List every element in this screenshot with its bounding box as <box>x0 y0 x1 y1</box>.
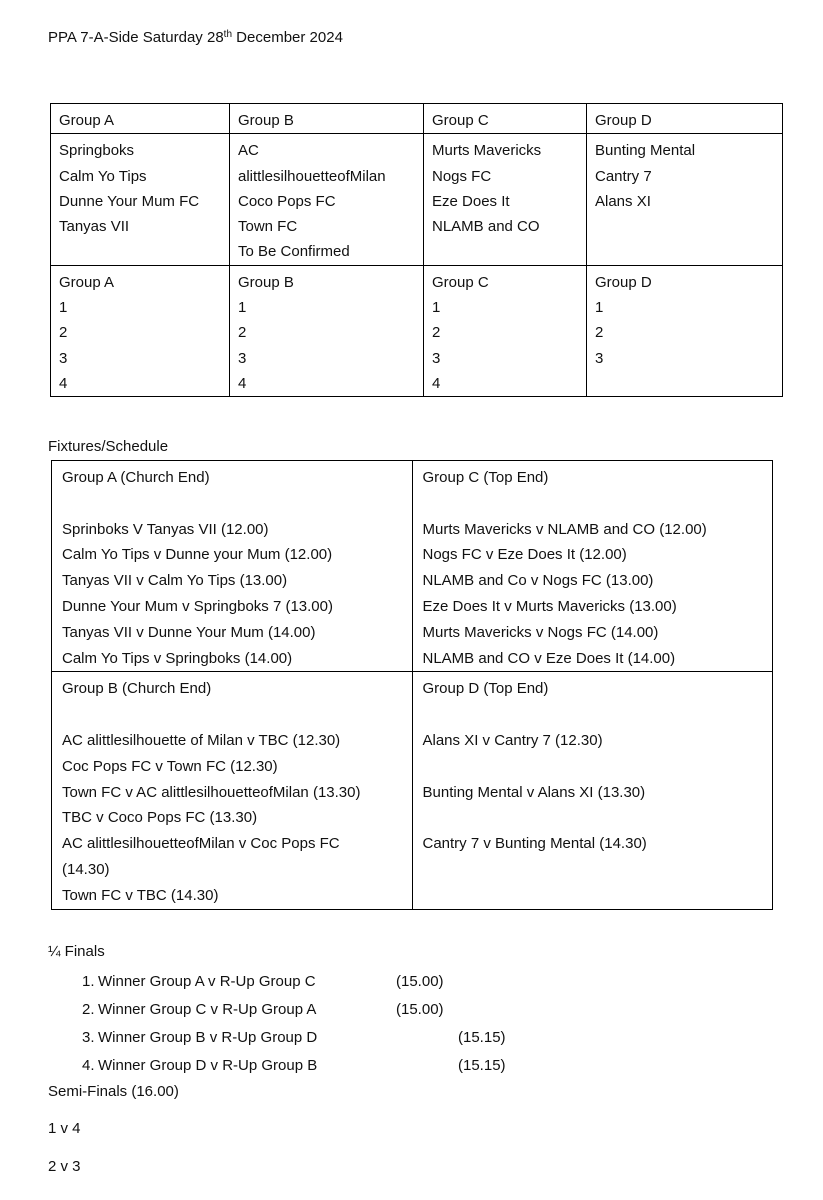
team-name: Coco Pops FC <box>238 192 336 210</box>
fixture-header: Group A (Church End) <box>62 469 210 486</box>
team-name: Eze Does It <box>432 192 510 210</box>
group-b-teams <box>230 134 424 265</box>
fixtures-group-b <box>52 672 413 909</box>
team-name: NLAMB and CO <box>432 218 540 236</box>
team-name: Dunne Your Mum FC <box>59 192 200 210</box>
fixture-header: Group B (Church End) <box>62 680 212 698</box>
group-a-teams <box>51 134 230 265</box>
team-name: AC <box>238 142 259 160</box>
fixture-match: Coc Pops FC v Town FC (12.30) <box>62 757 278 775</box>
fixture-match: AC alittlesilhouetteofMilan v Coc Pops FC <box>62 835 340 853</box>
fixtures-label: Fixtures/Schedule <box>48 438 169 455</box>
group-d-teams <box>587 134 783 265</box>
fixture-match: NLAMB and CO v Eze Does It (14.00) <box>422 649 676 667</box>
fixtures-group-d <box>412 672 773 909</box>
position-number: 4 <box>59 374 68 392</box>
position-number: 1 <box>59 299 68 317</box>
qf-match: Winner Group A v R-Up Group C <box>98 973 316 990</box>
fixture-match: Bunting Mental v Alans XI (13.30) <box>422 783 646 801</box>
position-number: 1 <box>432 299 441 317</box>
team-name: Town FC <box>238 218 298 236</box>
fixture-match: Nogs FC v Eze Does It (12.00) <box>422 546 627 564</box>
qf-number: 1. <box>82 973 95 990</box>
group-d-header: Group D <box>587 104 783 134</box>
semi-final-match: 1 v 4 <box>48 1120 81 1137</box>
position-number: 2 <box>595 324 604 342</box>
fixture-match: NLAMB and Co v Nogs FC (13.00) <box>422 572 654 590</box>
position-number: 2 <box>238 324 247 342</box>
team-name: Murts Mavericks <box>432 142 542 160</box>
standings-header: Group C <box>432 273 489 291</box>
fixtures-group-c <box>412 461 773 672</box>
standings-header: Group A <box>59 273 115 291</box>
fixtures-row-1 <box>52 461 773 672</box>
fixture-match: Tanyas VII v Dunne Your Mum (14.00) <box>62 623 316 641</box>
fixture-match: (14.30) <box>62 860 110 878</box>
groups-table <box>50 103 783 397</box>
team-name: Tanyas VII <box>59 218 130 236</box>
team-name: Nogs FC <box>432 167 492 185</box>
qf-match: Winner Group D v R-Up Group B <box>98 1057 318 1074</box>
quarter-finals-label: ¼ Finals <box>48 943 105 960</box>
position-number: 1 <box>595 299 604 317</box>
standings-header: Group B <box>238 273 294 291</box>
fixture-match: TBC v Coco Pops FC (13.30) <box>62 809 258 827</box>
page-title <box>48 28 343 48</box>
qf-time: (15.15) <box>458 1057 506 1074</box>
position-number: 3 <box>595 349 604 367</box>
qf-match: Winner Group B v R-Up Group D <box>98 1029 318 1046</box>
qf-time: (15.00) <box>396 1001 444 1018</box>
title-superscript: th <box>223 29 233 40</box>
position-number: 4 <box>432 374 441 392</box>
position-number: 1 <box>238 299 247 317</box>
qf-time: (15.00) <box>396 973 444 990</box>
position-number: 4 <box>238 374 247 392</box>
group-a-header: Group A <box>51 104 230 134</box>
fixture-match: Dunne Your Mum v Springboks 7 (13.00) <box>62 597 333 615</box>
position-number: 2 <box>432 324 441 342</box>
group-c-teams <box>424 134 587 265</box>
title-prefix: PPA 7-A-Side Saturday 28 <box>48 29 224 46</box>
position-number: 3 <box>238 349 247 367</box>
qf-match: Winner Group C v R-Up Group A <box>98 1001 317 1018</box>
fixture-match: Calm Yo Tips v Dunne your Mum (12.00) <box>62 546 333 564</box>
fixture-match: Town FC v TBC (14.30) <box>62 886 219 904</box>
team-name: Bunting Mental <box>595 142 696 160</box>
qf-number: 4. <box>82 1057 95 1074</box>
qf-number: 3. <box>82 1029 95 1046</box>
semi-final-match: 2 v 3 <box>48 1158 81 1175</box>
group-c-standings <box>424 265 587 396</box>
fixture-match: AC alittlesilhouette of Milan v TBC (12.30) <box>62 731 341 749</box>
semi-finals-label: Semi-Finals (16.00) <box>48 1083 179 1100</box>
title-suffix: December 2024 <box>232 29 343 46</box>
fixtures-group-a <box>52 461 413 672</box>
group-b-header: Group B <box>230 104 424 134</box>
fixture-match: Alans XI v Cantry 7 (12.30) <box>422 731 603 749</box>
fixture-match: Cantry 7 v Bunting Mental (14.30) <box>422 835 647 853</box>
fixture-match: Town FC v AC alittlesilhouetteofMilan (13.30) <box>62 783 361 801</box>
team-name: Cantry 7 <box>595 167 652 185</box>
fixture-match: Murts Mavericks v NLAMB and CO (12.00) <box>422 520 707 538</box>
fixture-match: Murts Mavericks v Nogs FC (14.00) <box>422 623 659 641</box>
group-a-standings <box>51 265 230 396</box>
fixture-match: Tanyas VII v Calm Yo Tips (13.00) <box>62 572 288 590</box>
standings-header: Group D <box>595 273 652 291</box>
fixture-match: Sprinboks V Tanyas VII (12.00) <box>62 520 269 538</box>
groups-teams-row <box>51 134 783 265</box>
fixtures-table <box>51 460 773 910</box>
group-b-standings <box>230 265 424 396</box>
group-c-header: Group C <box>424 104 587 134</box>
group-d-standings <box>587 265 783 396</box>
fixture-match: Eze Does It v Murts Mavericks (13.00) <box>422 597 677 615</box>
position-number: 3 <box>432 349 441 367</box>
groups-header-row <box>51 104 783 134</box>
position-number: 3 <box>59 349 68 367</box>
team-name: alittlesilhouetteofMilan <box>238 167 386 185</box>
fixture-match: Calm Yo Tips v Springboks (14.00) <box>62 649 293 667</box>
qf-time: (15.15) <box>458 1029 506 1046</box>
fixture-header: Group D (Top End) <box>422 680 549 698</box>
fixture-header: Group C (Top End) <box>422 469 549 486</box>
team-name: Calm Yo Tips <box>59 167 147 185</box>
qf-number: 2. <box>82 1001 95 1018</box>
position-number: 2 <box>59 324 68 342</box>
team-name: To Be Confirmed <box>238 243 350 261</box>
groups-standings-row <box>51 265 783 396</box>
team-name: Springboks <box>59 142 135 160</box>
team-name: Alans XI <box>595 192 651 210</box>
fixtures-row-2 <box>52 672 773 909</box>
